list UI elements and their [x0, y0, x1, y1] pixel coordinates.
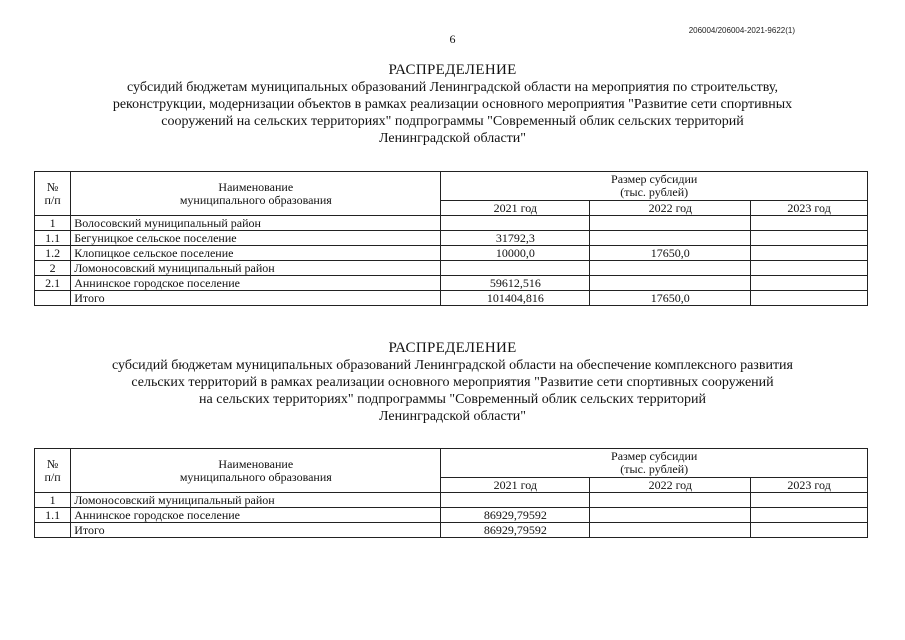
row-name: Волосовский муниципальный район	[71, 216, 441, 231]
section1-line-1: субсидий бюджетам муниципальных образований Ленинградской области на мероприятия по строительству,	[127, 80, 778, 95]
row-number: 1	[35, 216, 71, 231]
table-header-row	[35, 172, 868, 201]
table-row	[35, 216, 868, 231]
row-value-2023	[751, 276, 868, 291]
row-name: Бегуницкое сельское поселение	[71, 231, 441, 246]
table-row	[35, 493, 868, 508]
section1-heading	[60, 62, 845, 147]
row-name: Ломоносовский муниципальный район	[71, 261, 441, 276]
row-name: Аннинское городское поселение	[71, 508, 441, 523]
document-id: 206004/206004-2021-9622(1)	[688, 26, 795, 35]
col-amount-header: Размер субсидии (тыс. рублей)	[441, 172, 868, 201]
section1-line-3: сооружений на сельских территориях" подпрограммы "Современный облик сельских территорий	[161, 114, 744, 129]
row-number: 1.2	[35, 246, 71, 261]
row-name: Клопицкое сельское поселение	[71, 246, 441, 261]
row-value-2021: 10000,0	[441, 246, 590, 261]
row-value-2023	[751, 216, 868, 231]
section1-line-2: реконструкции, модернизации объектов в рамках реализации основного мероприятия "Развитие сети спортивных	[112, 97, 793, 112]
row-value-2021	[441, 216, 590, 231]
row-value-2022	[590, 231, 751, 246]
row-value-2022	[590, 508, 751, 523]
row-value-2022	[590, 261, 751, 276]
row-value-2023	[751, 493, 868, 508]
table-row	[35, 291, 868, 306]
row-value-2023	[751, 261, 868, 276]
row-value-2022: 17650,0	[590, 291, 751, 306]
row-value-2022	[590, 523, 751, 538]
row-value-2021: 59612,516	[441, 276, 590, 291]
row-value-2021	[441, 493, 590, 508]
row-value-2023	[751, 523, 868, 538]
col-name-header: Наименование муниципального образования	[71, 449, 441, 493]
section2-line-1: субсидий бюджетам муниципальных образований Ленинградской области на обеспечение комплексного развития	[112, 358, 793, 373]
col-num-header: № п/п	[35, 172, 71, 216]
table-header-row	[35, 449, 868, 478]
row-value-2021: 86929,79592	[441, 508, 590, 523]
section1-line-4: Ленинградской области"	[379, 131, 526, 146]
row-value-2021: 31792,3	[441, 231, 590, 246]
row-value-2023	[751, 246, 868, 261]
row-number: 2.1	[35, 276, 71, 291]
row-value-2022	[590, 276, 751, 291]
col-2021-header: 2021 год	[441, 201, 590, 216]
col-2023-header: 2023 год	[751, 478, 868, 493]
table-row	[35, 508, 868, 523]
row-value-2022: 17650,0	[590, 246, 751, 261]
section2-table	[34, 448, 868, 538]
table-row	[35, 276, 868, 291]
table-row	[35, 246, 868, 261]
row-value-2022	[590, 216, 751, 231]
row-value-2021	[441, 261, 590, 276]
table-row	[35, 261, 868, 276]
row-number	[35, 523, 71, 538]
row-value-2023	[751, 231, 868, 246]
table-row	[35, 523, 868, 538]
section2-title: РАСПРЕДЕЛЕНИЕ	[388, 340, 517, 356]
row-number	[35, 291, 71, 306]
section2-line-2: сельских территорий в рамках реализации основного мероприятия "Развитие сети спортивных сооружений	[131, 375, 774, 390]
col-2023-header: 2023 год	[751, 201, 868, 216]
section2-line-4: Ленинградской области"	[379, 409, 526, 424]
row-value-2021: 86929,79592	[441, 523, 590, 538]
row-value-2023	[751, 508, 868, 523]
section1-title: РАСПРЕДЕЛЕНИЕ	[388, 62, 517, 78]
col-2022-header: 2022 год	[590, 201, 751, 216]
table-row	[35, 231, 868, 246]
row-name: Аннинское городское поселение	[71, 276, 441, 291]
row-name: Итого	[71, 291, 441, 306]
row-name: Итого	[71, 523, 441, 538]
row-value-2022	[590, 493, 751, 508]
section1-table	[34, 171, 868, 306]
row-value-2021: 101404,816	[441, 291, 590, 306]
col-2021-header: 2021 год	[441, 478, 590, 493]
section2-heading	[60, 340, 845, 425]
row-number: 2	[35, 261, 71, 276]
row-number: 1	[35, 493, 71, 508]
col-num-header: № п/п	[35, 449, 71, 493]
row-name: Ломоносовский муниципальный район	[71, 493, 441, 508]
row-number: 1.1	[35, 508, 71, 523]
col-amount-header: Размер субсидии (тыс. рублей)	[441, 449, 868, 478]
section2-line-3: на сельских территориях" подпрограммы "Современный облик сельских территорий	[199, 392, 706, 407]
row-number: 1.1	[35, 231, 71, 246]
row-value-2023	[751, 291, 868, 306]
col-name-header: Наименование муниципального образования	[71, 172, 441, 216]
page-number: 6	[449, 32, 456, 46]
col-2022-header: 2022 год	[590, 478, 751, 493]
